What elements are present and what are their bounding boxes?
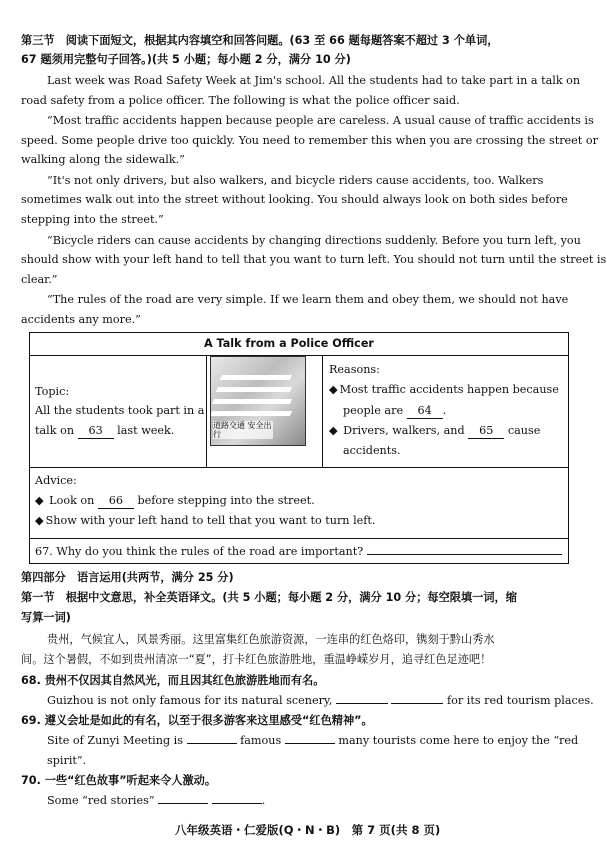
question-69-en-cont: spirit”. <box>47 754 87 767</box>
table-title: A Talk from a Police Officer <box>204 337 374 350</box>
passage-line: stepping into the street.” <box>21 213 164 226</box>
blank-69a[interactable] <box>187 743 237 744</box>
blank-64[interactable]: 64 <box>407 404 443 419</box>
blank-65[interactable]: 65 <box>468 424 504 439</box>
table-divider <box>322 355 323 467</box>
passage-line: Last week was Road Safety Week at Jim's school. All the students had to take part in a talk on <box>47 74 581 87</box>
reason-1: ◆ Most traffic accidents happen because <box>329 383 559 397</box>
advice-2: ◆ Show with your left hand to tell that you want to turn left. <box>35 514 375 528</box>
passage-line: “It's not only drivers, but also walkers, and bicycle riders cause accidents, too. Walkers <box>47 174 544 187</box>
passage-line: “Bicycle riders can cause accidents by changing directions suddenly. Before you turn left, you <box>47 234 581 247</box>
part4-section1-heading: 第一节 根据中文意思，补全英语译文。(共 5 小题；每小题 2 分，满分 10 分；每空限填一词，缩 <box>21 591 517 604</box>
reasons-label: Reasons: <box>329 363 380 376</box>
question-70-cn: 70. 一些“红色故事”听起来令人激动。 <box>21 774 217 787</box>
section3-heading: 第三节 阅读下面短文，根据其内容填空和回答问题。(63 至 66 题每题答案不超过 3 个单词， <box>21 34 499 47</box>
passage-line: “The rules of the road are very simple. If we learn them and obey them, we should not have <box>47 293 569 306</box>
reason-1-cont: people are 64 . <box>343 404 447 417</box>
question-69-en: Site of Zunyi Meeting is famous many tourists come here to enjoy the “red <box>47 734 579 747</box>
blank-69b[interactable] <box>285 743 335 744</box>
blank-68a[interactable] <box>336 703 388 704</box>
blank-70b[interactable] <box>212 803 262 804</box>
question-68-en: Guizhou is not only famous for its natural scenery, for its red tourism places. <box>47 694 594 707</box>
road-safety-picture <box>210 356 306 446</box>
blank-66[interactable]: 66 <box>98 494 134 509</box>
page-footer: 八年级英语・仁爱版(Q・N・B) 第 7 页(共 8 页) <box>175 823 441 837</box>
question-69-cn: 69. 遵义会址是如此的有名，以至于很多游客来这里感受“红色精神”。 <box>21 714 373 727</box>
part4-section1-heading-cont: 写算一词) <box>21 611 71 624</box>
answer-67-line[interactable] <box>367 554 562 555</box>
table-divider <box>30 467 568 468</box>
table-divider <box>30 538 568 539</box>
topic-line: All the students took part in a <box>35 404 205 417</box>
picture-caption: 道路交通 安全出行 <box>213 421 272 439</box>
reason-2-cont: accidents. <box>343 444 401 457</box>
blank-63[interactable]: 63 <box>78 424 114 439</box>
table-divider <box>206 355 207 467</box>
passage-line: speed. Some people drive too quickly. You need to remember this when you are crossing the street or <box>21 134 598 147</box>
advice-label: Advice: <box>35 474 77 487</box>
passage-line: “Most traffic accidents happen because people are careless. A usual cause of traffic accidents is <box>47 114 594 127</box>
blank-70a[interactable] <box>158 803 208 804</box>
passage-line: should show with your left hand to tell that you want to turn left. You should not turn until the street is <box>21 253 607 266</box>
question-70-en: Some “red stories” . <box>47 794 266 807</box>
passage-line: clear.” <box>21 273 58 286</box>
passage-line: walking along the sidewalk.” <box>21 153 185 166</box>
topic-label: Topic: <box>35 385 70 398</box>
question-67: 67. Why do you think the rules of the road are important? <box>35 545 562 559</box>
section3-heading-cont: 67 题须用完整句子回答。)(共 5 小题；每小题 2 分，满分 10 分) <box>21 53 351 66</box>
intro-cn-cont: 间。这个暑假，不如到贵州清凉一“夏”，打卡红色旅游胜地，重温峥嵘岁月，追寻红色足迹吧！ <box>21 653 492 666</box>
passage-line: accidents any more.” <box>21 313 141 326</box>
passage-line: sometimes walk out into the street without looking. You should always look on both sides before <box>21 193 568 206</box>
passage-line: road safety from a police officer. The following is what the police officer said. <box>21 94 460 107</box>
blank-68b[interactable] <box>391 703 443 704</box>
intro-cn: 贵州，气候宜人，风景秀丽。这里富集红色旅游资源，一连串的红色烙印，镌刻于黔山秀水 <box>47 633 495 646</box>
advice-1: ◆ Look on 66 before stepping into the street. <box>35 494 315 509</box>
question-68-cn: 68. 贵州不仅因其自然风光，而且因其红色旅游胜地而有名。 <box>21 674 325 687</box>
part4-heading: 第四部分 语言运用(共两节，满分 25 分) <box>21 571 234 584</box>
reason-2: ◆ Drivers, walkers, and 65 cause <box>329 424 540 439</box>
topic-line-2: talk on 63 last week. <box>35 424 175 437</box>
